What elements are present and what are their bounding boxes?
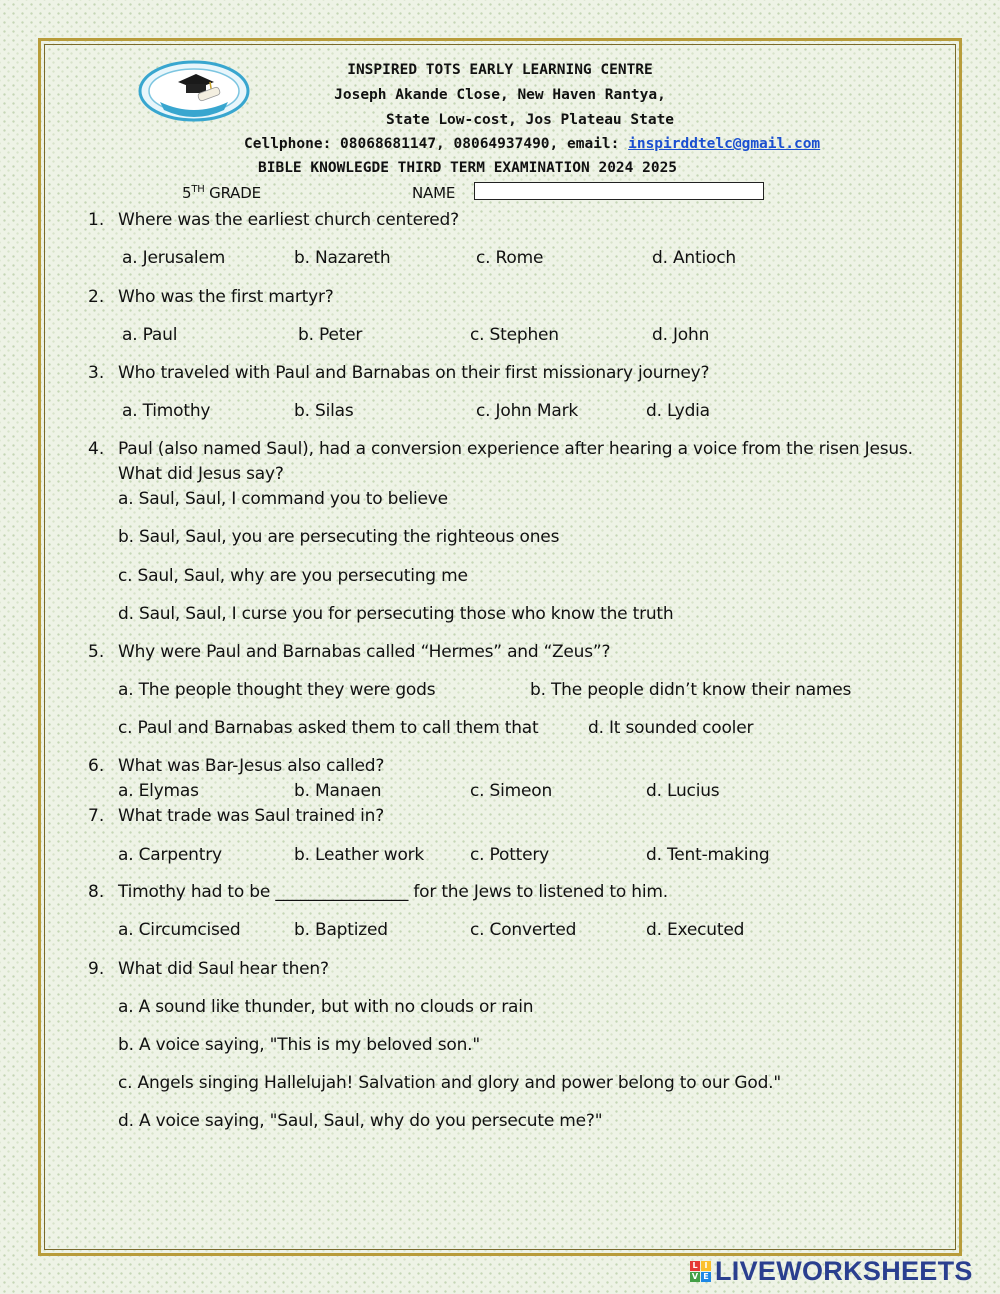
q9-option-d[interactable]: d. A voice saying, "Saul, Saul, why do you persecute me?" bbox=[118, 1111, 603, 1131]
q1-option-c[interactable]: c. Rome bbox=[476, 248, 544, 268]
q6-option-a[interactable]: a. Elymas bbox=[118, 781, 199, 801]
q2-option-c[interactable]: c. Stephen bbox=[470, 325, 559, 345]
q9-option-b[interactable]: b. A voice saying, "This is my beloved son." bbox=[118, 1035, 480, 1055]
q1-text: Where was the earliest church centered? bbox=[118, 210, 459, 230]
liveworksheets-icon bbox=[690, 1261, 711, 1282]
q7-text: What trade was Saul trained in? bbox=[118, 806, 385, 826]
q8-number: 8. bbox=[88, 882, 105, 902]
q7-option-c[interactable]: c. Pottery bbox=[470, 845, 550, 865]
grade-word: GRADE bbox=[204, 184, 261, 202]
q2-text: Who was the first martyr? bbox=[118, 287, 334, 307]
liveworksheets-text: LIVEWORKSHEETS bbox=[715, 1255, 973, 1286]
email-link[interactable]: inspirddtelc@gmail.com bbox=[628, 136, 821, 152]
grade-superscript: TH bbox=[191, 184, 205, 195]
q5-number: 5. bbox=[88, 642, 105, 662]
q6-number: 6. bbox=[88, 756, 105, 776]
q3-number: 3. bbox=[88, 363, 105, 383]
grade-number: 5 bbox=[182, 184, 192, 202]
q5-text: Why were Paul and Barnabas called “Hermes” and “Zeus”? bbox=[118, 642, 611, 662]
q6-option-b[interactable]: b. Manaen bbox=[294, 781, 382, 801]
brand-block-l: L bbox=[690, 1261, 700, 1271]
q7-option-b[interactable]: b. Leather work bbox=[294, 845, 425, 865]
name-label: NAME bbox=[412, 184, 456, 202]
q1-number: 1. bbox=[88, 210, 105, 230]
contact-line bbox=[244, 136, 884, 152]
liveworksheets-logo[interactable] bbox=[690, 1256, 973, 1286]
q2-option-b[interactable]: b. Peter bbox=[298, 325, 363, 345]
q9-option-c[interactable]: c. Angels singing Hallelujah! Salvation and glory and power belong to our God." bbox=[118, 1073, 782, 1093]
address-line-2: State Low-cost, Jos Plateau State bbox=[385, 112, 675, 128]
q2-option-d[interactable]: d. John bbox=[652, 325, 710, 345]
q4-option-a[interactable]: a. Saul, Saul, I command you to believe bbox=[118, 489, 448, 509]
q7-option-a[interactable]: a. Carpentry bbox=[118, 845, 222, 865]
exam-title: BIBLE KNOWLEGDE THIRD TERM EXAMINATION 2024 2025 bbox=[258, 160, 678, 176]
q2-option-a[interactable]: a. Paul bbox=[122, 325, 178, 345]
q3-option-a[interactable]: a. Timothy bbox=[122, 401, 211, 421]
q5-option-d[interactable]: d. It sounded cooler bbox=[588, 718, 754, 738]
q3-text: Who traveled with Paul and Barnabas on their first missionary journey? bbox=[118, 363, 710, 383]
q8-option-c[interactable]: c. Converted bbox=[470, 920, 577, 940]
brand-block-i: I bbox=[701, 1261, 711, 1271]
q4-number: 4. bbox=[88, 439, 105, 459]
brand-block-v: V bbox=[691, 1271, 699, 1281]
address-line-1: Joseph Akande Close, New Haven Rantya, bbox=[334, 87, 666, 103]
contact-text: Cellphone: 08068681147, 08064937490, email: bbox=[244, 136, 629, 152]
q1-option-b[interactable]: b. Nazareth bbox=[294, 248, 391, 268]
q4-option-b[interactable]: b. Saul, Saul, you are persecuting the righteous ones bbox=[118, 527, 560, 547]
grade-label bbox=[182, 184, 261, 202]
q3-option-d[interactable]: d. Lydia bbox=[646, 401, 710, 421]
brand-block-e: E bbox=[701, 1272, 711, 1282]
q8-option-b[interactable]: b. Baptized bbox=[294, 920, 388, 940]
q6-option-c[interactable]: c. Simeon bbox=[470, 781, 553, 801]
q5-option-a[interactable]: a. The people thought they were gods bbox=[118, 680, 436, 700]
q1-option-a[interactable]: a. Jerusalem bbox=[122, 248, 226, 268]
q8-text: Timothy had to be ________________ for the Jews to listened to him. bbox=[118, 882, 668, 902]
q2-number: 2. bbox=[88, 287, 105, 307]
q3-option-c[interactable]: c. John Mark bbox=[476, 401, 579, 421]
q4-option-d[interactable]: d. Saul, Saul, I curse you for persecuting those who know the truth bbox=[118, 604, 674, 624]
q5-option-c[interactable]: c. Paul and Barnabas asked them to call them that bbox=[118, 718, 539, 738]
q7-number: 7. bbox=[88, 806, 105, 826]
q8-option-a[interactable]: a. Circumcised bbox=[118, 920, 241, 940]
q7-option-d[interactable]: d. Tent-making bbox=[646, 845, 770, 865]
name-input[interactable] bbox=[474, 182, 764, 200]
q4-text-line-1: Paul (also named Saul), had a conversion experience after hearing a voice from the risen Jesus. bbox=[118, 439, 913, 459]
q5-option-b[interactable]: b. The people didn’t know their names bbox=[530, 680, 852, 700]
q6-option-d[interactable]: d. Lucius bbox=[646, 781, 720, 801]
q1-option-d[interactable]: d. Antioch bbox=[652, 248, 736, 268]
q9-option-a[interactable]: a. A sound like thunder, but with no clouds or rain bbox=[118, 997, 534, 1017]
q4-text-line-2: What did Jesus say? bbox=[118, 464, 284, 484]
q4-option-c[interactable]: c. Saul, Saul, why are you persecuting me bbox=[118, 566, 468, 586]
q8-option-d[interactable]: d. Executed bbox=[646, 920, 745, 940]
q9-number: 9. bbox=[88, 959, 105, 979]
q6-text: What was Bar-Jesus also called? bbox=[118, 756, 385, 776]
school-name: INSPIRED TOTS EARLY LEARNING CENTRE bbox=[347, 62, 653, 78]
q9-text: What did Saul hear then? bbox=[118, 959, 329, 979]
q3-option-b[interactable]: b. Silas bbox=[294, 401, 354, 421]
